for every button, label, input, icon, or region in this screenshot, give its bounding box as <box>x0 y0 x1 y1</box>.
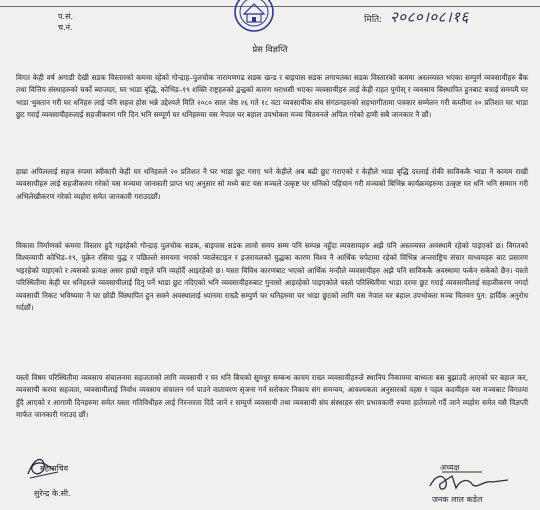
date-value: २०८०।०८।१६ <box>390 8 469 26</box>
paragraph-2: हाम्रा अपिललाई सहज रुपमा स्वीकारी केही घर धनिहरुले २० प्रतिशत नै घर भाडा छुट गराए भने केहीले अब बढी छुट गराएको र केहीले भाडा बृद्धि दरलाई रोकी साविककै भाडा नै कायम राखी व्यवसायीहरु लाई सहजीकरण गरेको यस मञ्चमा जानकारी प्राप्त भए अनुसार सो मध्ये बाट यस मञ्चले उत्कृष्ट घर धनिको पहिचान गरी मञ्चको बिभिन्न कार्यक्रमहरुमा उत्कृष्ट घर धनि भनि सम्मान गरी अभिलेखीकरण गरेको व्यहोरा समेत जानकारी गराउदछौं। <box>16 167 528 201</box>
general-secretary-name: सुरेन्द्र के.सी. <box>34 489 71 498</box>
president-name: जनक लाल कडेल <box>432 495 483 504</box>
paragraph-1: विगत केही वर्ष अगाडी देखी सडक विस्तारको कममा रहेको गोन्द्राह–पुलचोक नारायणगढ सडक खन्ड र बाइपास सडक लगायतका सडक विस्तारको कममा अस्तव्यस्त भएका सम्पुर्ण व्यवसायीहरु बैंक तथा वित्तिय संस्थाहरुको चर्को ब्याजदर, घर भाडा बृद्धि, कोभिड–१९ शक्ति राष्ट्रहरुको द्वन्द्वको कारण धराधसी भएका व्यवसायीहरु लाई केही राहत पुगोस् र व्यवसाय बिस्थापित हुनबाट बचाई समयमै घर भाडा भुक्तान गरी घर धनिहरु लाई पनि सहज होस भन्ने उद्देश्यले मिति २०८० साल जेष्ठ २६ गते १८ वटा व्यवसायीक संघ संगठनहरुको सहभागीतामा पत्रकार सम्मेलन गरी कम्तीमा २० प्रतिशत घर भाडा छुट गराई व्यवसायीहरुलाई सहजीकरण गरि दिन भनि सम्पूर्ण घर धनिहरुमा यस नेपाल घर बहाल उपभोक्ता मञ्च चितवनले अपिल गरेको हामी सबै जानकार नै छौं। <box>16 73 528 120</box>
date-field <box>364 7 469 27</box>
reference-number-label: प.सं. <box>58 12 74 21</box>
general-secretary-title: महासचिव <box>40 464 69 473</box>
paragraph-4: यस्तो विषम परिस्थितीमा व्यवसाय संचालनमा सहजताको लागि व्यवसायी र घर धनि बिचको सुमधुर सम्बन्ध कायम राख्न व्यवसायीहरुले स्थानिय निकायमा बाध्यता बस बुझाउदै आएको घर बहाल कर, व्यवसायी करमा सहजता, व्यवसायीलाई निर्वाध व्यवसाय संचालन गर्न पाउने वातावरण सृजना गर्न सरोकार निकाय संग समन्वय, आवश्यकता अनुसारको वहस र पहल कदमीहरु यस मञ्चबाट विगतमा हुँदै आएको र आगामी दिनहरुमा समेत यस्ता गतिविधीहरु लाई निरन्तरता दिदै जाने र सम्पुर्ण व्यवसायी तथा व्यवसायी संघ संस्थाहरु संग प्रभावकारी रुपमा हातेमालो गर्दै जाने व्यहोरा समेत यसै विज्ञप्ती मार्फत जानकारी गराउद छौं। <box>16 373 528 420</box>
dispatch-number-label: च.नं. <box>58 23 73 32</box>
date-label: मिति: <box>364 15 383 25</box>
reference-labels <box>58 11 73 33</box>
president-title: अध्यक्ष <box>440 463 460 472</box>
organization-seal-icon <box>232 0 276 36</box>
paragraph-3: विकास निर्माणको कममा विस्तार हुदै गइरहेको गोन्द्राह पुलचोक सडक, बाइपास सडक लामो समय सम्म पनि सम्पन्न नहुँदा व्यवसायहरु अझै पनि अस्तव्यस्त अवस्थामै रहेको पाइएको छ। विगतको विश्वव्यापी कोभिड–१९, युक्रेन रसिया युद्ध र पछिल्लो समयमा भएको प्यालेस्टाइन र इजरायलको युद्धका कारण विश्व नै आर्थिक चपेटामा रहेको विभिन्न अन्तराष्ट्रिय संचार माध्यमहरु बाट प्रसारण भइरहेको पाइएको र त्यसको प्रत्यक्ष असर हाम्रो राष्ट्रले पनि व्यहोर्दै आइरहेको छ। यस्ता विविध कारणबाट भएको आर्थिक मन्दीले व्यवसायीहरु अझै पनि साविककै अवस्थामा फर्कन सकेको छैन। यस्तो परिस्थितीमा केही घर धनिहरुले व्यवसायीलाई दिनु पर्ने भाडा छुट नदिएको भनि व्यवसायीहरुबाट गुनासो आइरहेको पाइएकोले यस्तो परिस्थितीमा भाडा दरमा छुट गराई व्यवसायीलाई सहजीकरण नगर्दा व्यवसायी निकट भविष्यमा नै घर छोडी विस्थापित हुन सक्ने अवस्थालाई ध्यानमा राख्दै सम्पुर्ण घर धनिहरुमा घर भाडा छुटको लागि यस नेपाल घर बहाल उपभोक्ता मञ्च चितवन पुन: हार्दिक अनुरोध गर्दछौं। <box>16 241 528 313</box>
document-title: प्रेस विज्ञप्ति <box>252 45 288 55</box>
president-signature <box>422 468 522 496</box>
